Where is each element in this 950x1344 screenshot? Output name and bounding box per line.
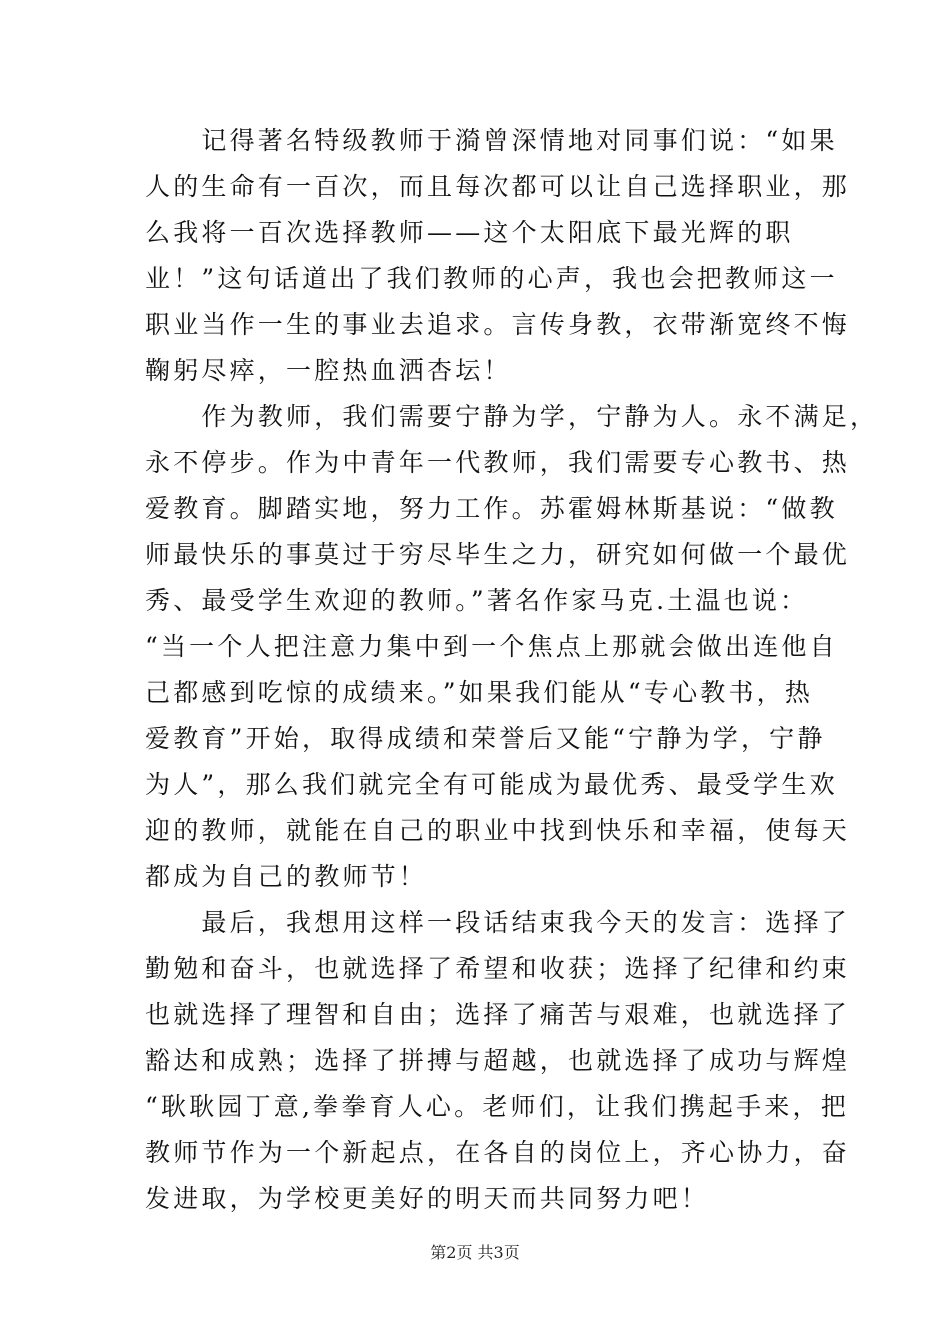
- text-line: 迎的教师，就能在自己的职业中找到快乐和幸福，使每天: [145, 816, 851, 845]
- text-line: “耿耿园丁意,拳拳育人心。老师们，让我们携起手来，把: [145, 1092, 849, 1121]
- document-body: [145, 118, 879, 1222]
- text-line: 秀、最受学生欢迎的教师。”著名作家马克.土温也说：: [145, 586, 809, 615]
- text-line: 作为教师，我们需要宁静为学，宁静为人。永不满足，: [145, 402, 879, 431]
- text-line: 最后，我想用这样一段话结束我今天的发言：选择了: [145, 908, 851, 937]
- text-line: “当一个人把注意力集中到一个焦点上那就会做出连他自: [145, 632, 838, 661]
- paragraph: [145, 394, 879, 900]
- text-line: 么我将一百次选择教师——这个太阳底下最光辉的职: [145, 218, 794, 247]
- paragraph: [145, 900, 851, 1222]
- text-line: 教师节作为一个新起点，在各自的岗位上，齐心协力，奋: [145, 1138, 851, 1167]
- text-line: 爱教育。脚踏实地，努力工作。苏霍姆林斯基说：“做教: [145, 494, 838, 523]
- text-line: 发进取，为学校更美好的明天而共同努力吧！: [145, 1184, 710, 1213]
- text-line: 职业当作一生的事业去追求。言传身教，衣带渐宽终不悔: [145, 310, 851, 339]
- text-line: 人的生命有一百次，而且每次都可以让自己选择职业，那: [145, 172, 851, 201]
- text-line: 豁达和成熟；选择了拼搏与超越，也就选择了成功与辉煌: [145, 1046, 851, 1075]
- page-number-footer: 第2页 共3页: [430, 1243, 520, 1262]
- text-line: 己都感到吃惊的成绩来。”如果我们能从“专心教书，热: [145, 678, 814, 707]
- text-line: 记得著名特级教师于漪曾深情地对同事们说：“如果: [145, 126, 838, 155]
- text-line: 都成为自己的教师节！: [145, 862, 428, 891]
- text-line: 鞠躬尽瘁，一腔热血洒杏坛！: [145, 356, 512, 385]
- text-line: 也就选择了理智和自由；选择了痛苦与艰难，也就选择了: [145, 1000, 851, 1029]
- text-line: 为人”，那么我们就完全有可能成为最优秀、最受学生欢: [145, 770, 838, 799]
- paragraph: [145, 118, 851, 394]
- text-line: 业！”这句话道出了我们教师的心声，我也会把教师这一: [145, 264, 838, 293]
- text-line: 爱教育”开始，取得成绩和荣誉后又能“宁静为学，宁静: [145, 724, 826, 753]
- text-line: 勤勉和奋斗，也就选择了希望和收获；选择了纪律和约束: [145, 954, 851, 983]
- text-line: 永不停步。作为中青年一代教师，我们需要专心教书、热: [145, 448, 851, 477]
- text-line: 师最快乐的事莫过于穷尽毕生之力，研究如何做一个最优: [145, 540, 851, 569]
